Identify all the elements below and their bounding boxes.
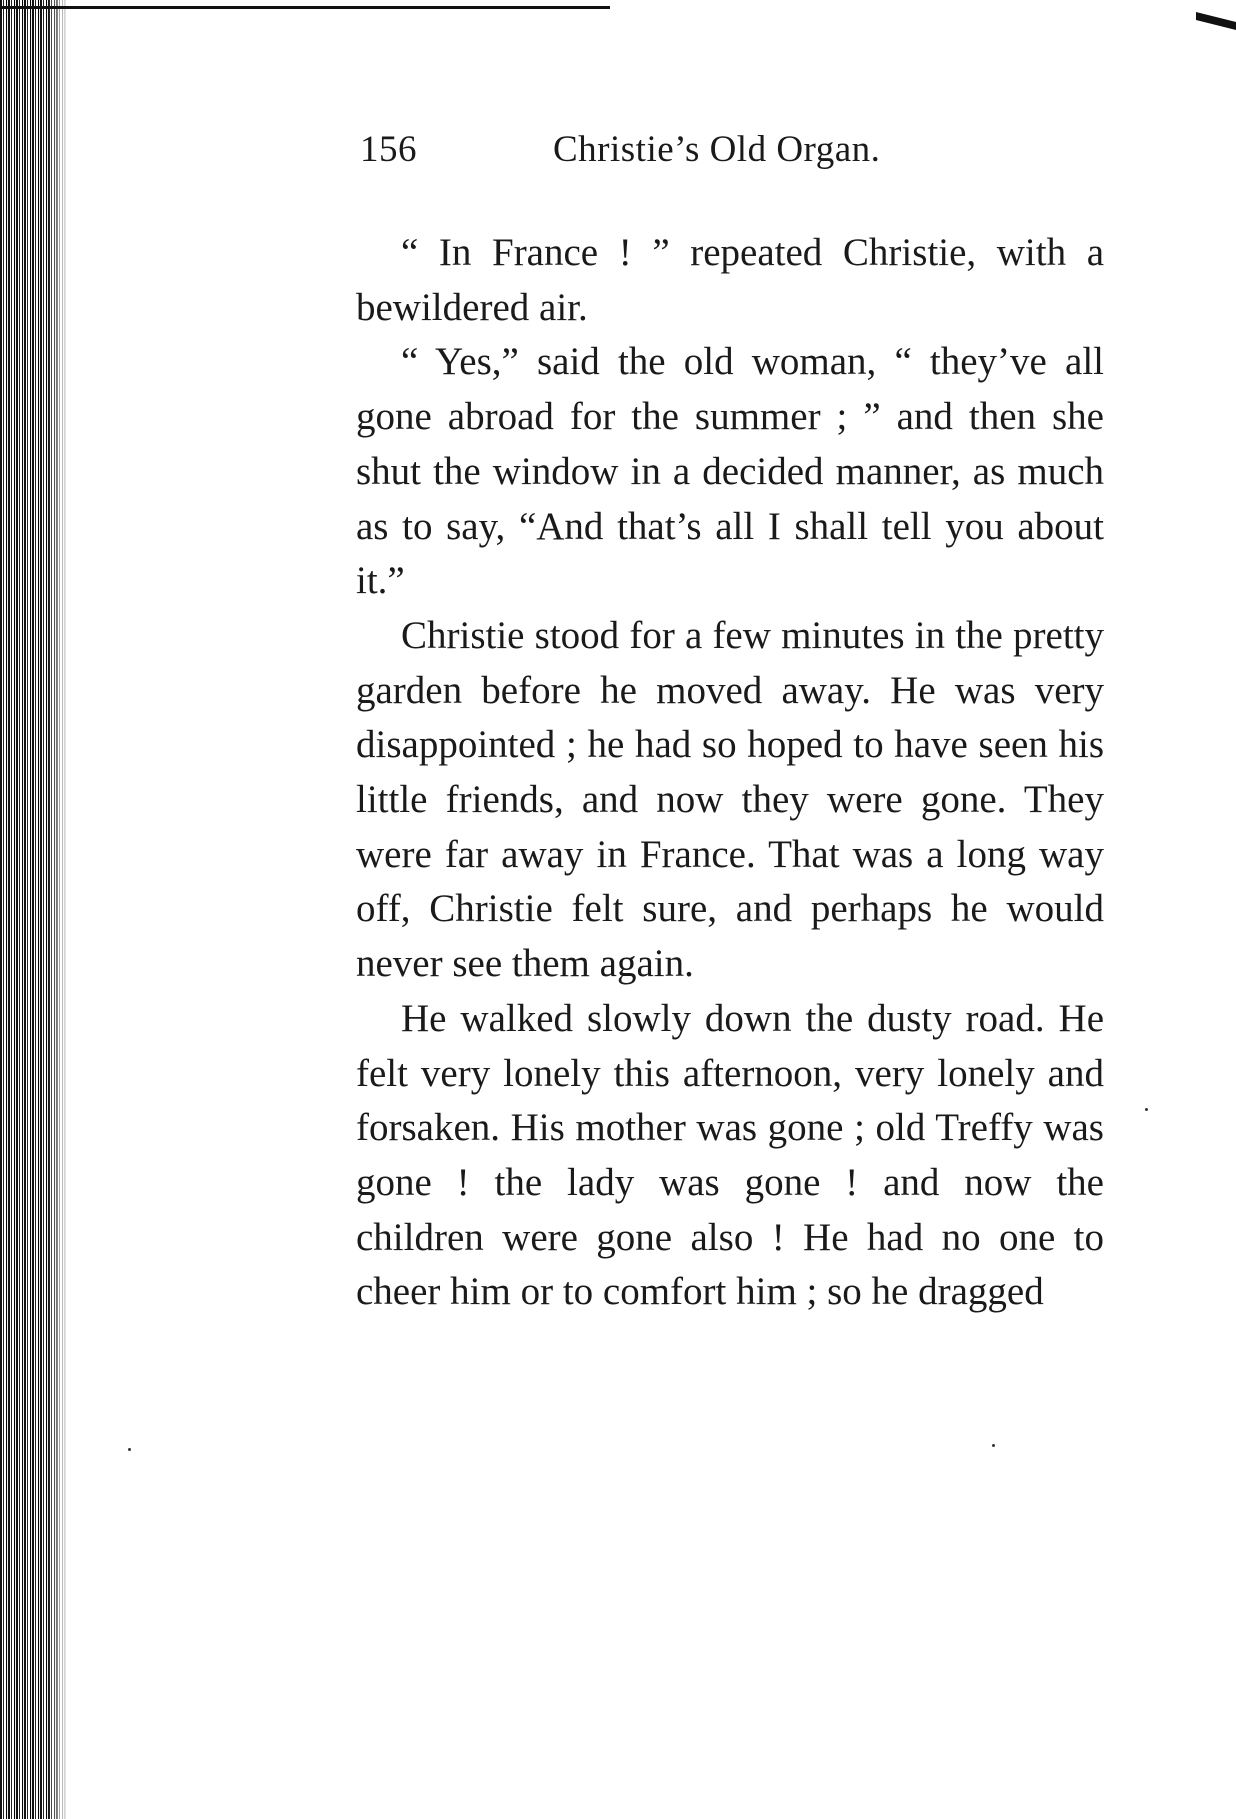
binding-shadow <box>48 0 68 1819</box>
paragraph-1: “ In France ! ” repeated Christie, with a bewildered air. <box>356 231 1104 329</box>
page-number: 156 <box>360 129 417 170</box>
paragraph-3: Christie stood for a few minutes in the pretty garden before he moved away. He was very disappointed ; he had so hoped to have seen his little friends, and now they were gone. They were far away in France. That was a long way off, Christie felt sure, and perhaps he would never see them again. <box>356 613 1104 986</box>
page-header <box>360 128 980 176</box>
scan-speck <box>992 1444 995 1447</box>
body-text <box>356 226 1104 1320</box>
paragraph-2: “ Yes,” said the old woman, “ they’ve all gone abroad for the summer ; ” and then she shut the window in a decided manner, as much as to say, “And that’s all I shall tell you about it.” <box>356 340 1104 603</box>
running-title: Christie’s Old Organ. <box>553 129 881 170</box>
scan-corner-mark <box>1196 12 1236 30</box>
scan-speck <box>128 1448 131 1451</box>
scan-top-edge <box>0 6 610 9</box>
paragraph-4: He walked slowly down the dusty road. He felt very lonely this afternoon, very lonely and forsaken. His mother was gone ; old Treffy was gone ! the lady was gone ! and now the children were gone also ! He had no one to cheer him or to comfort him ; so he dragged <box>356 996 1104 1314</box>
scan-speck <box>1145 1108 1148 1111</box>
